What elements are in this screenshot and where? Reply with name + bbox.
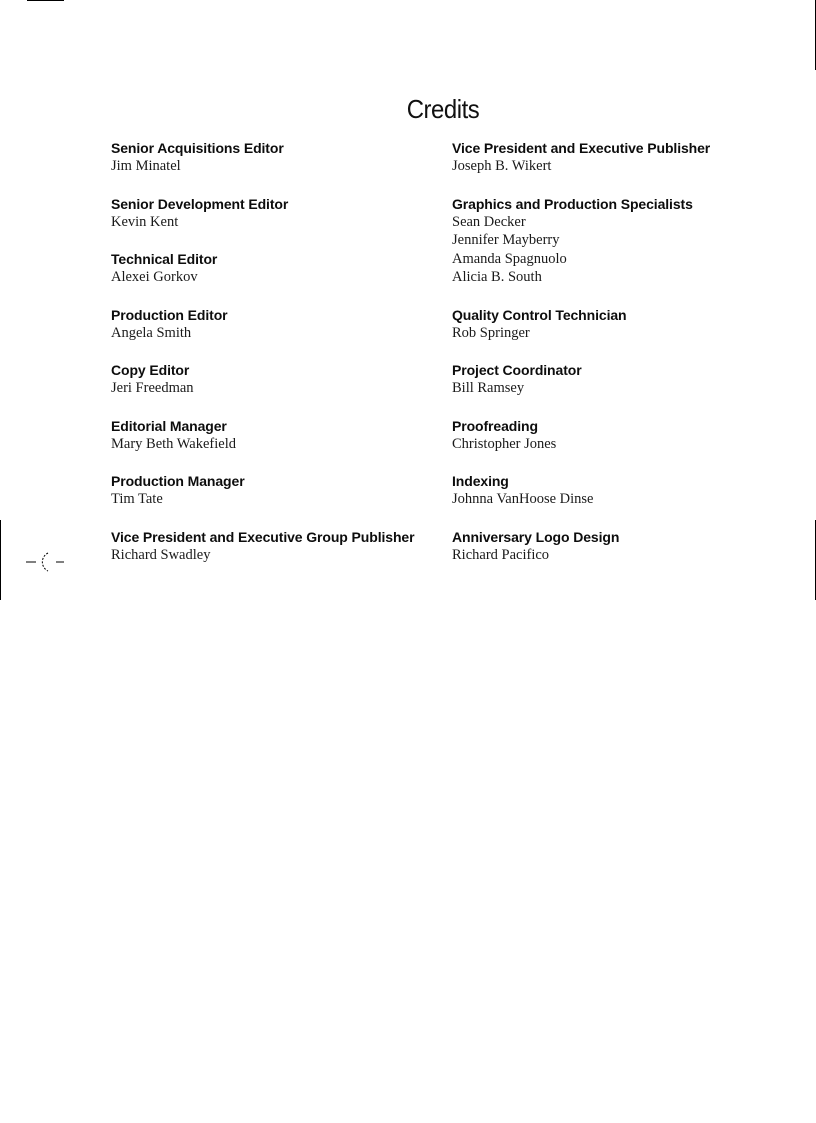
credit-name: Alexei Gorkov: [111, 269, 198, 285]
credit-names: [111, 435, 441, 454]
credit-entry: [111, 306, 441, 343]
credit-entry: [452, 139, 792, 176]
credit-entry: [111, 361, 441, 398]
credit-entry: [452, 472, 792, 509]
credits-column-left: [111, 139, 441, 583]
credit-names: [111, 490, 441, 509]
credit-entry: [111, 195, 441, 232]
credit-role: Proofreading: [452, 417, 538, 434]
credit-name: Kevin Kent: [111, 213, 179, 230]
credit-role: Technical Editor: [111, 251, 218, 267]
credit-role: Vice President and Executive Publisher: [452, 140, 711, 156]
credit-names: [452, 213, 792, 287]
credit-entry: [111, 472, 441, 509]
credit-names: [452, 546, 792, 565]
credit-name: Bill Ramsey: [452, 380, 525, 396]
credit-role: Editorial Manager: [111, 417, 227, 434]
credit-entry: [111, 528, 441, 565]
credit-names: [452, 157, 792, 176]
credit-name: Alicia B. South: [452, 269, 542, 285]
crop-mark-top: [27, 0, 64, 1]
credit-names: [452, 435, 792, 454]
credit-entry: [111, 139, 441, 176]
credit-entry: [452, 195, 792, 287]
credit-name: Jennifer Mayberry: [452, 232, 560, 248]
credit-name: Mary Beth Wakefield: [111, 435, 236, 452]
credit-role: Indexing: [452, 473, 509, 489]
credit-name: Jim Minatel: [111, 158, 181, 174]
credit-name: Tim Tate: [111, 491, 163, 507]
credit-names: [452, 324, 792, 343]
credit-names: [111, 268, 441, 287]
credit-name: Sean Decker: [452, 213, 526, 230]
credit-names: [111, 324, 441, 343]
credit-role: Quality Control Technician: [452, 306, 627, 323]
credit-names: [111, 213, 441, 232]
credit-role: Senior Acquisitions Editor: [111, 140, 284, 156]
credit-name: Amanda Spagnuolo: [452, 250, 567, 267]
credit-name: Christopher Jones: [452, 435, 557, 452]
credit-name: Angela Smith: [111, 324, 192, 341]
credit-names: [452, 379, 792, 398]
credit-entry: [452, 528, 792, 565]
credit-entry: [111, 250, 441, 287]
credit-names: [111, 157, 441, 176]
credit-role: Vice President and Executive Group Publisher: [111, 528, 415, 545]
page-title: Credits: [406, 94, 480, 124]
credit-entry: [111, 417, 441, 454]
credit-name: Rob Springer: [452, 324, 530, 341]
credit-name: Richard Pacifico: [452, 546, 550, 563]
credit-role: Anniversary Logo Design: [452, 528, 620, 545]
credit-names: [111, 379, 441, 398]
credit-role: Production Editor: [111, 306, 228, 323]
credit-role: Project Coordinator: [452, 362, 582, 378]
credit-role: Production Manager: [111, 473, 245, 489]
credit-name: Richard Swadley: [111, 546, 211, 563]
credit-entry: [452, 306, 792, 343]
credit-role: Graphics and Production Specialists: [452, 195, 693, 212]
credit-name: Johnna VanHoose Dinse: [452, 491, 594, 507]
credit-name: Jeri Freedman: [111, 380, 194, 396]
credit-role: Senior Development Editor: [111, 195, 289, 212]
credit-names: [452, 490, 792, 509]
credit-names: [111, 546, 441, 565]
page-edge-left: [0, 520, 1, 600]
credit-entry: [452, 417, 792, 454]
credit-name: Joseph B. Wikert: [452, 158, 552, 174]
registration-mark-icon: [26, 548, 66, 576]
credits-column-right: [452, 139, 792, 583]
credit-entry: [452, 361, 792, 398]
credit-role: Copy Editor: [111, 362, 190, 378]
